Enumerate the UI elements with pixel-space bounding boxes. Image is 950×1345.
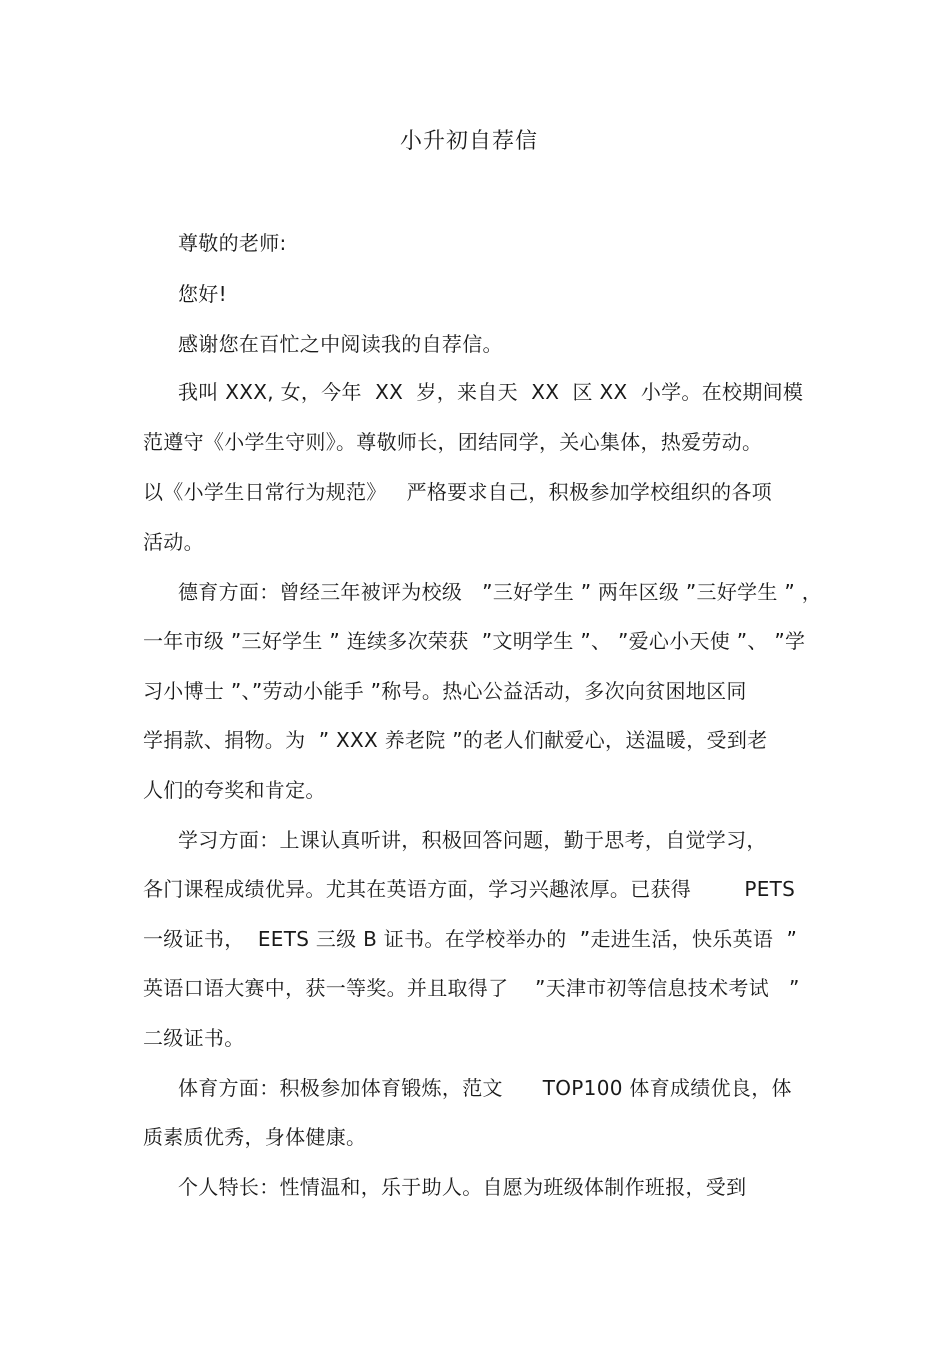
body-line: 人们的夸奖和肯定。: [143, 778, 326, 802]
body-line: 学捐款、捐物。为 ” XXX 养老院 ”的老人们献爱心，送温暖，受到老: [143, 728, 768, 752]
document-title: 小升初自荐信: [399, 129, 538, 154]
body-line: 一年市级 ”三好学生 ” 连续多次荣获 ”文明学生 ”、 ”爱心小天使 ”、 ”学: [143, 629, 806, 653]
body-line: 我叫 XXX, 女，今年 XX 岁，来自天 XX 区 XX 小学。在校期间模: [178, 380, 804, 404]
body-line: 活动。: [143, 530, 204, 554]
body-line: 学习方面：上课认真听讲，积极回答问题，勤于思考，自觉学习，: [178, 828, 767, 852]
body-line: 范遵守《小学生守则》。尊敬师长，团结同学，关心集体，热爱劳动。: [143, 430, 763, 454]
body-line: 以《小学生日常行为规范》 严格要求自己，积极参加学校组织的各项: [143, 480, 772, 504]
body-line: 习小博士 ”、”劳动小能手 ”称号。热心公益活动，多次向贫困地区同: [143, 679, 747, 703]
body-line: 体育方面：积极参加体育锻炼，范文 TOP100 体育成绩优良，体: [178, 1076, 792, 1100]
body-line: 质素质优秀，身体健康。: [143, 1125, 367, 1149]
body-line: 英语口语大赛中，获一等奖。并且取得了 ”天津市初等信息技术考试 ”: [143, 976, 800, 1000]
body-line: 感谢您在百忙之中阅读我的自荐信。: [178, 332, 503, 356]
body-line: 德育方面：曾经三年被评为校级 ”三好学生 ” 两年区级 ”三好学生 ” ，: [178, 580, 823, 604]
body-line: 个人特长：性情温和，乐于助人。自愿为班级体制作班报，受到: [178, 1175, 747, 1199]
salutation: 尊敬的老师:: [178, 231, 287, 255]
greeting: 您好!: [178, 282, 227, 306]
body-line: 各门课程成绩优异。尤其在英语方面，学习兴趣浓厚。已获得 PETS: [143, 877, 796, 901]
body-line: 二级证书。: [143, 1026, 245, 1050]
body-line: 一级证书， EETS 三级 B 证书。在学校举办的 ”走进生活，快乐英语 ”: [143, 927, 798, 951]
